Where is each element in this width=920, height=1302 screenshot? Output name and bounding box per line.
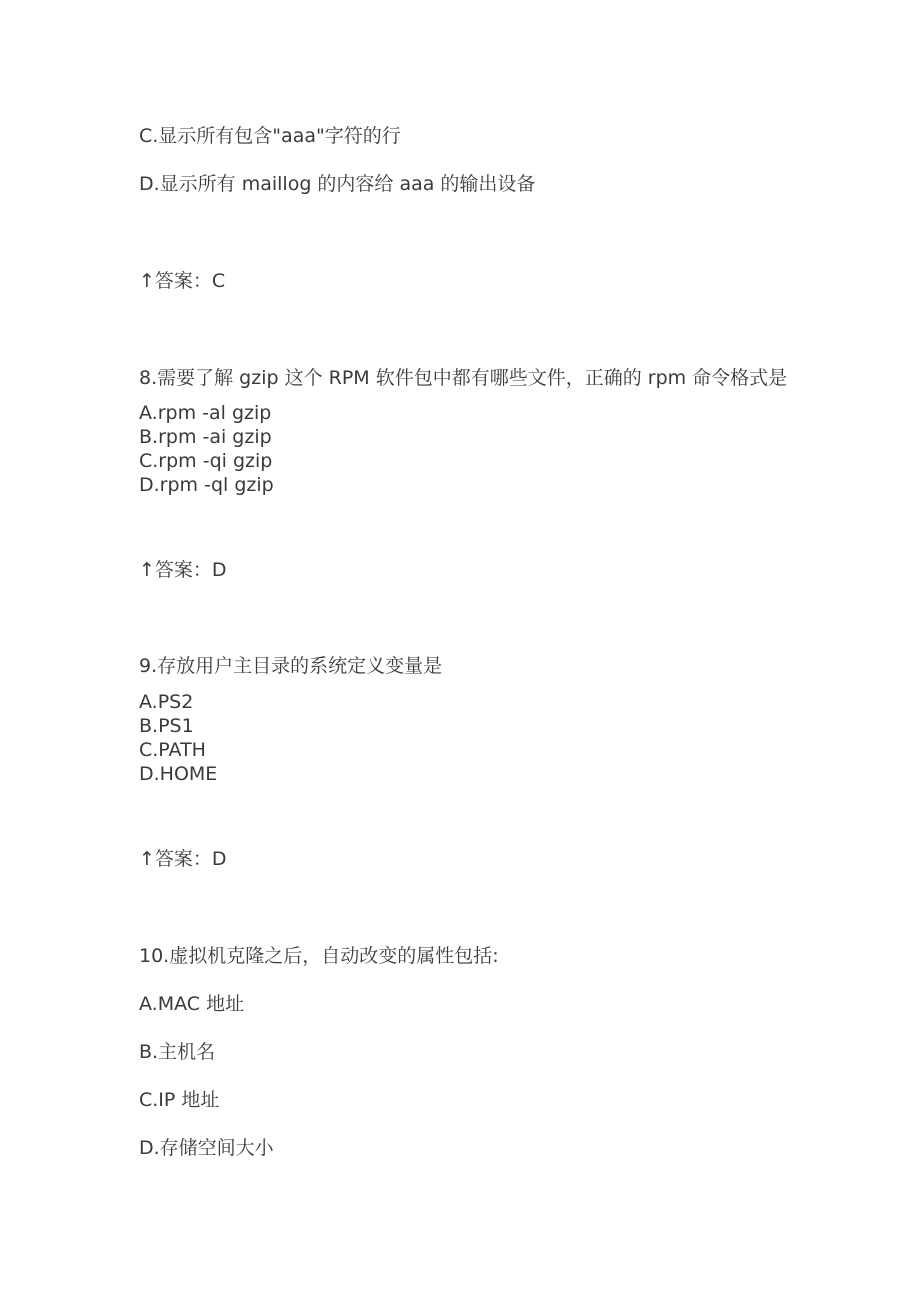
q9-option-d: D.HOME (139, 763, 218, 785)
q7-option-c: C.显示所有包含"aaa"字符的行 (139, 125, 401, 147)
q10-option-c: C.IP 地址 (139, 1089, 220, 1111)
q10-question: 10.虚拟机克隆之后，自动改变的属性包括: (139, 945, 499, 967)
q8-option-b: B.rpm -ai gzip (139, 426, 272, 448)
q10-option-b: B.主机名 (139, 1041, 216, 1063)
q8-option-a: A.rpm -al gzip (139, 402, 272, 424)
q8-option-d: D.rpm -ql gzip (139, 474, 274, 496)
q8-option-c: C.rpm -qi gzip (139, 450, 273, 472)
q9-answer: ↑答案：D (139, 848, 227, 870)
q10-option-a: A.MAC 地址 (139, 993, 245, 1015)
q7-option-d: D.显示所有 maillog 的内容给 aaa 的输出设备 (139, 173, 536, 195)
q7-answer: ↑答案：C (139, 270, 226, 292)
q9-option-c: C.PATH (139, 739, 206, 761)
q8-question: 8.需要了解 gzip 这个 RPM 软件包中都有哪些文件，正确的 rpm 命令格式是 (139, 367, 788, 389)
q9-question: 9.存放用户主目录的系统定义变量是 (139, 655, 443, 677)
q8-answer: ↑答案：D (139, 559, 227, 581)
q9-option-b: B.PS1 (139, 715, 194, 737)
q9-option-a: A.PS2 (139, 691, 194, 713)
q10-option-d: D.存储空间大小 (139, 1137, 274, 1159)
